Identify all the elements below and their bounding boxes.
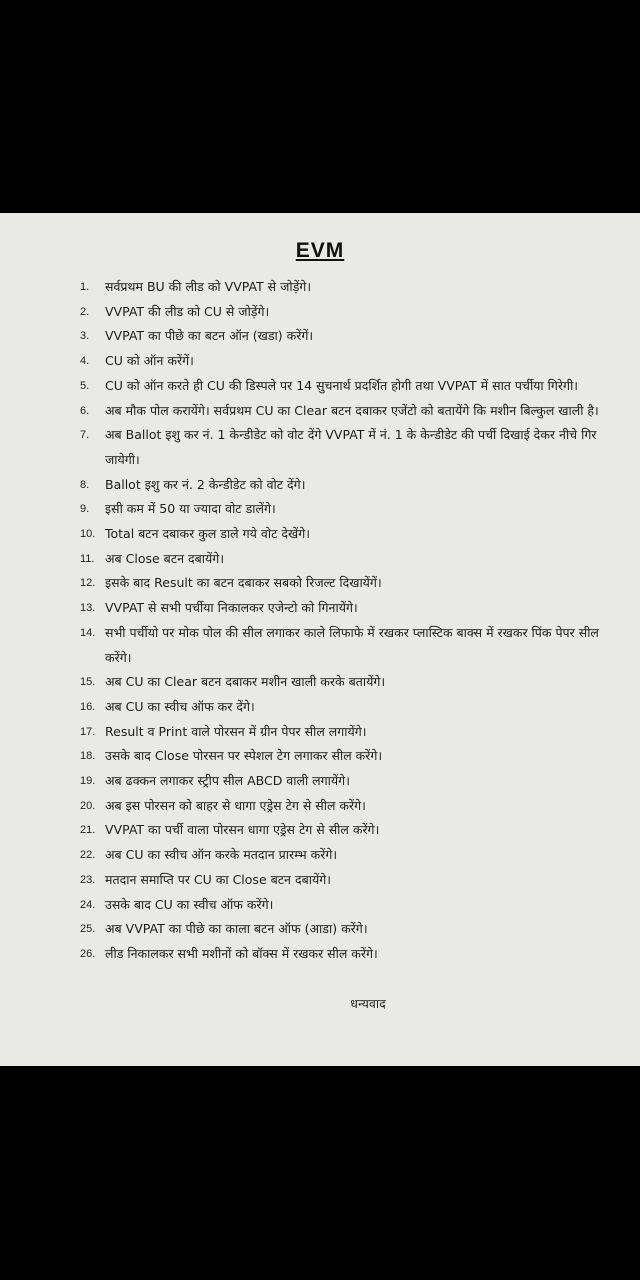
- step-text: CU को ऑन करते ही CU की डिस्पले पर 14 सुचनार्थ प्रदर्शित होगी तथा VVPAT में सात पर्चीया गिरेगी।: [105, 377, 579, 393]
- closing-text: धन्यवाद: [350, 995, 386, 1011]
- step-number: 25.: [80, 923, 96, 936]
- step-text: इसके बाद Result का बटन दबाकर सबको रिजल्ट दिखायेंगें।: [105, 575, 382, 591]
- list-item: [80, 843, 616, 868]
- step-text: मतदान समाप्ति पर CU का Close बटन दबायेंगे।: [105, 871, 331, 887]
- step-number: 8.: [80, 478, 90, 491]
- step-text: अब इस पोरसन को बाहर से धागा एड्रेस टेग से सील करेंगे।: [105, 797, 366, 813]
- step-number: 22.: [80, 849, 96, 862]
- step-number: 4.: [80, 355, 90, 368]
- list-item: [80, 349, 616, 374]
- step-number: 10.: [80, 528, 96, 541]
- list-item: [80, 275, 616, 300]
- step-text: CU को ऑन करेंगें।: [105, 353, 194, 369]
- step-text: इसी कम में 50 या ज्यादा वोट डालेंगे।: [105, 501, 276, 517]
- step-text: VVPAT से सभी पर्चीया निकालकर एजेन्टो को गिनायेंगे।: [105, 600, 358, 616]
- step-number: 9.: [80, 503, 90, 516]
- step-number: 13.: [80, 602, 96, 615]
- list-item: [80, 522, 616, 547]
- list-item: [80, 744, 616, 769]
- instruction-list: [80, 275, 616, 967]
- step-text: अब VVPAT का पीछे का काला बटन ऑफ (आडा) करेंगे।: [105, 921, 368, 937]
- step-text: अब ढक्कन लगाकर स्ट्रीप सील ABCD वाली लगायेंगे।: [105, 773, 350, 789]
- step-number: 14.: [80, 626, 96, 639]
- step-text: VVPAT का पीछे का बटन ऑन (खडा) करेंगें।: [105, 328, 314, 344]
- step-number: 1.: [80, 281, 90, 293]
- step-number: 19.: [80, 775, 96, 788]
- step-text: अब Close बटन दबायेंगे।: [105, 550, 225, 566]
- list-item: [80, 596, 616, 621]
- list-item: [80, 818, 616, 843]
- list-item: [80, 794, 616, 819]
- step-number: 23.: [80, 873, 96, 886]
- step-text: Result व Print वाले पोरसन में ग्रीन पेपर सील लगायेंगे।: [105, 723, 367, 739]
- step-number: 3.: [80, 330, 90, 343]
- list-item: [80, 300, 616, 325]
- step-number: 24.: [80, 898, 96, 911]
- step-number: 5.: [80, 379, 90, 392]
- step-number: 18.: [80, 750, 96, 763]
- step-number: 17.: [80, 725, 96, 738]
- document-page: [0, 213, 640, 1066]
- step-number: 7.: [80, 429, 90, 442]
- step-number: 21.: [80, 824, 96, 837]
- list-item: [80, 497, 616, 522]
- list-item: [80, 917, 616, 942]
- list-item: [80, 893, 616, 918]
- step-number: 20.: [80, 799, 96, 812]
- step-text: VVPAT का पर्ची वाला पोरसन धागा एड्रेस टेग से सील करेंगे।: [105, 822, 380, 838]
- step-number: 12.: [80, 577, 96, 590]
- list-item: [80, 324, 616, 349]
- step-number: 2.: [80, 305, 90, 318]
- list-item: [80, 547, 616, 572]
- document-title: EVM: [295, 239, 345, 262]
- list-item: [80, 868, 616, 893]
- list-item: [80, 695, 616, 720]
- list-item: [80, 769, 616, 794]
- list-item: [80, 423, 616, 472]
- step-text: Ballot इशु कर नं. 2 केन्डीडेट को वोट देंगे।: [105, 476, 306, 492]
- step-text: अब CU का Clear बटन दबाकर मशीन खाली करके बतायेंगे।: [105, 674, 386, 690]
- step-number: 15.: [80, 676, 96, 689]
- list-item: [80, 374, 616, 399]
- list-item: [80, 720, 616, 745]
- step-text: अब CU का स्वीच ऑन करके मतदान प्रारम्भ करेंगे।: [105, 847, 338, 863]
- step-text: सभी पर्चीयो पर मोक पोल की सील लगाकर काले लिफाफे में रखकर प्लास्टिक बाक्स में रखकर पिंक पेपर सील करेंगे।: [105, 624, 599, 665]
- step-text: अब मौक पोल करायेंगे। सर्वप्रथम CU का Clear बटन दबाकर एजेंटो को बतायेंगे कि मशीन बिल्कुल खाली है।: [105, 402, 599, 418]
- list-item: [80, 399, 616, 424]
- list-item: [80, 621, 616, 670]
- step-text: उसके बाद CU का स्वीच ऑफ करेंगे।: [105, 896, 274, 912]
- list-item: [80, 473, 616, 498]
- list-item: [80, 670, 616, 695]
- list-item: [80, 942, 616, 967]
- step-text: सर्वप्रथम BU की लीड को VVPAT से जोड़ेंगे।: [105, 279, 312, 294]
- step-text: अब CU का स्वीच ऑफ कर देंगे।: [105, 698, 255, 714]
- step-text: अब Ballot इशु कर नं. 1 केन्डीडेट को वोट देंगे VVPAT में नं. 1 के केन्डीडेट की पर्ची दिखाई देकर नीचे गिर जायेगी।: [105, 427, 597, 467]
- step-text: Total बटन दबाकर कुल डाले गये वोट देखेंगे।: [105, 526, 310, 542]
- step-text: लीड निकालकर सभी मशीनों को बॉक्स में रखकर सील करेंगे।: [105, 945, 378, 961]
- step-text: VVPAT की लीड को CU से जोड़ेंगे।: [105, 303, 270, 319]
- step-number: 16.: [80, 700, 96, 713]
- list-item: [80, 571, 616, 596]
- step-number: 6.: [80, 404, 90, 417]
- step-text: उसके बाद Close पोरसन पर स्पेशल टेग लगाकर सील करेंगे।: [105, 748, 383, 764]
- step-number: 11.: [80, 552, 95, 565]
- step-number: 26.: [80, 947, 96, 960]
